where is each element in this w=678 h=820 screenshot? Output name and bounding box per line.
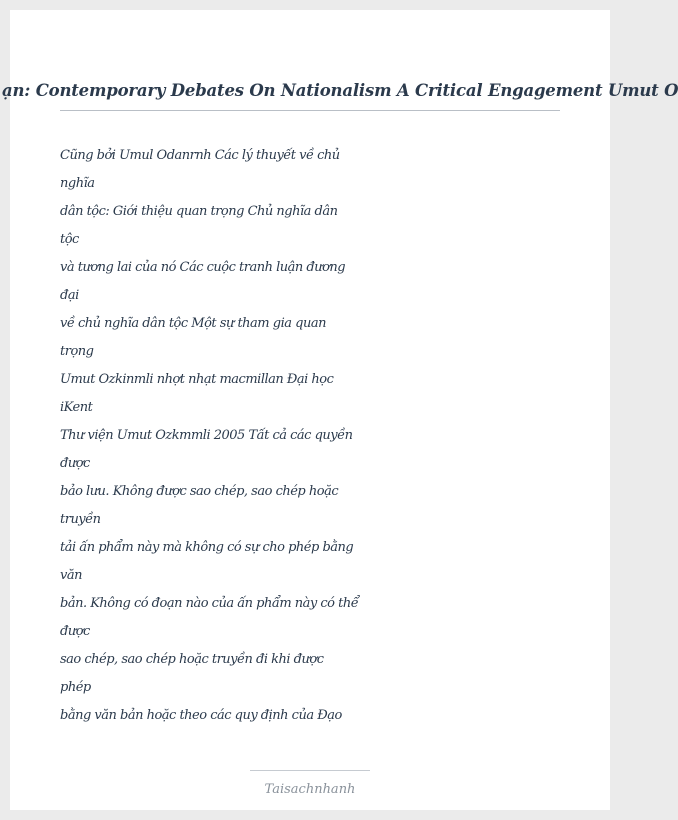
text-line: được bbox=[60, 624, 90, 639]
footer-divider bbox=[250, 770, 370, 771]
text-line: Umut Ozkinmli nhợt nhạt macmillan Đại học bbox=[60, 372, 334, 387]
text-line: đại bbox=[60, 288, 79, 303]
body-text bbox=[60, 142, 380, 730]
text-line: nghĩa bbox=[60, 176, 95, 191]
document-page bbox=[2, 10, 678, 810]
text-line: bản. Không có đoạn nào của ấn phẩm này có thể bbox=[60, 596, 359, 611]
text-line: được bbox=[60, 456, 90, 471]
footer-site-name: Taisachnhanh bbox=[264, 782, 356, 797]
text-line: về chủ nghĩa dân tộc Một sự tham gia quan bbox=[60, 316, 326, 331]
page-title: ạn: Contemporary Debates On Nationalism A Critical Engagement Umut O bbox=[2, 81, 678, 100]
text-line: iKent bbox=[60, 400, 93, 415]
text-line: truyền bbox=[60, 512, 101, 527]
text-line: trọng bbox=[60, 344, 94, 359]
text-line: phép bbox=[60, 680, 91, 695]
text-line: Cũng bởi Umul Odanrnh Các lý thuyết về chủ bbox=[60, 148, 340, 163]
text-line: bằng văn bản hoặc theo các quy định của Đạo bbox=[60, 708, 342, 723]
text-line: dân tộc: Giới thiệu quan trọng Chủ nghĩa dân bbox=[60, 204, 338, 219]
text-line: tải ấn phẩm này mà không có sự cho phép bằng bbox=[60, 540, 354, 555]
text-line: và tương lai của nó Các cuộc tranh luận đương bbox=[60, 260, 346, 275]
text-line: tộc bbox=[60, 232, 79, 247]
text-line: sao chép, sao chép hoặc truyền đi khi được bbox=[60, 652, 324, 667]
text-line: Thư viện Umut Ozkmmli 2005 Tất cả các quyền bbox=[60, 428, 353, 443]
text-line: bảo lưu. Không được sao chép, sao chép hoặc bbox=[60, 484, 339, 499]
title-divider bbox=[60, 110, 560, 111]
text-line: văn bbox=[60, 568, 82, 583]
